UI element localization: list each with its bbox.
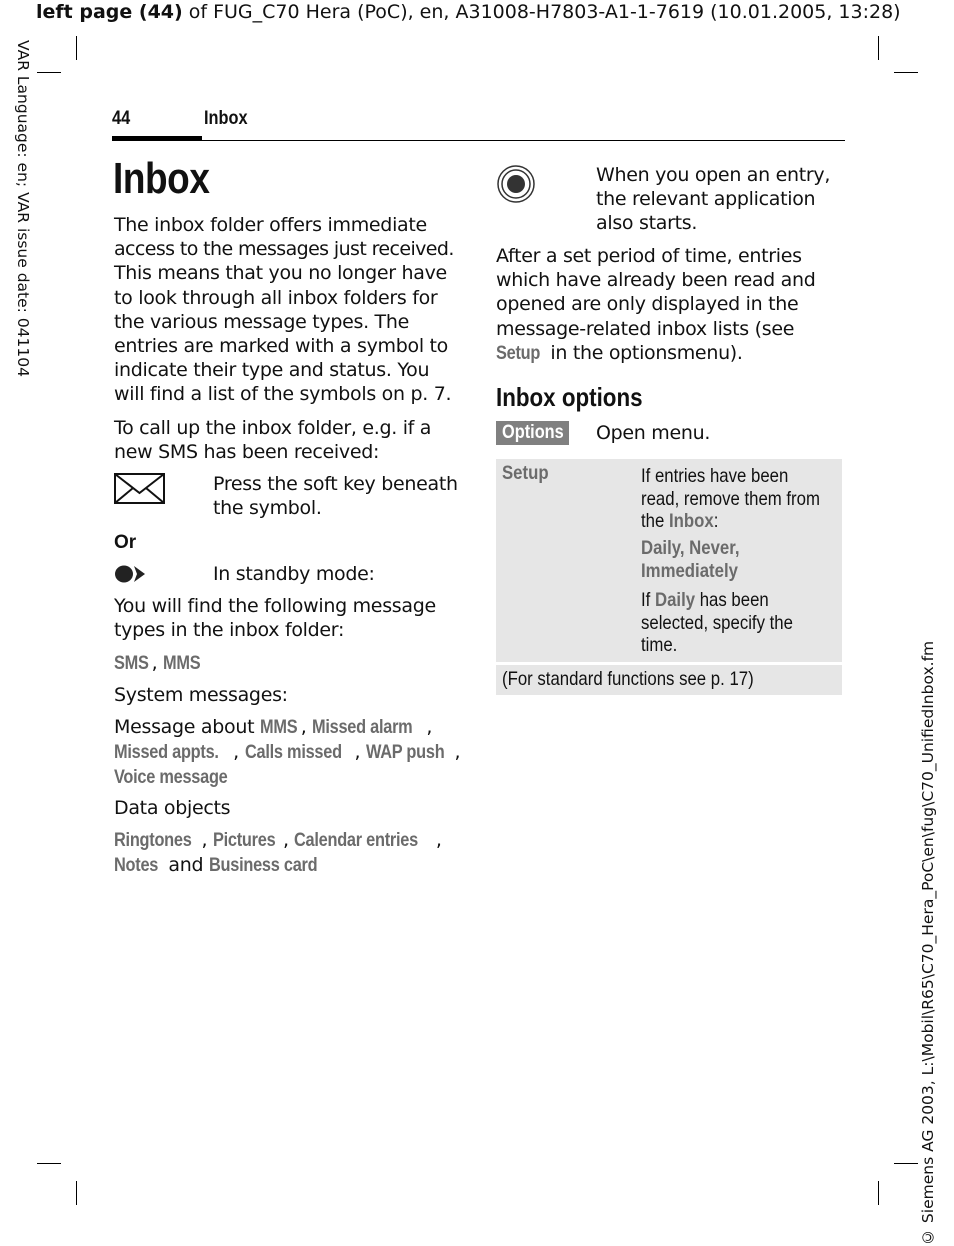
text-line: selected, specify the (641, 611, 793, 634)
text-line: types in the inbox folder: (114, 619, 345, 642)
keyword: Business card (209, 855, 318, 877)
text: If (641, 589, 655, 611)
text-line: new SMS has been received: (114, 441, 380, 464)
call-up-paragraph (114, 416, 464, 464)
or-label: Or (114, 532, 137, 553)
text: has been (695, 589, 769, 611)
keyword: SMS (114, 653, 149, 674)
open-menu-text: Open menu. (596, 422, 711, 444)
text: and (168, 854, 204, 877)
keyword: Calendar entries (294, 830, 419, 851)
sms-mms-line: SMS , MMS (114, 651, 204, 676)
crop-mark (76, 36, 77, 60)
text: the (641, 510, 669, 532)
header-rule (112, 140, 845, 141)
table-choices (641, 537, 740, 582)
running-header-title: Inbox (204, 108, 248, 129)
print-meta-prefix: left page (44) (36, 1, 183, 23)
choice-line: Immediately (641, 559, 738, 582)
control-key-icon (114, 564, 148, 584)
print-meta-line (36, 1, 901, 23)
text-line: Press the soft key beneath (213, 473, 458, 495)
softkey-instruction (213, 472, 463, 520)
text-line: After a set period of time, entries (496, 245, 802, 267)
text-line: If entries have been (641, 465, 789, 487)
options-softkey-label: Options (501, 422, 564, 443)
text-line: The inbox folder offers immediate (114, 214, 427, 236)
text-line: to look through all inbox folders for (114, 286, 438, 309)
after-period-paragraph (496, 244, 846, 366)
page-title: Inbox (113, 154, 210, 203)
crop-mark (878, 36, 879, 60)
text-line: To call up the inbox folder, e.g. if a (114, 417, 432, 439)
note-text (596, 163, 846, 236)
text-line: access to the messages just received. (114, 238, 454, 261)
keyword: Missed alarm (312, 717, 413, 738)
options-softkey (496, 421, 569, 445)
keyword: Voice message (114, 767, 228, 789)
keyword: Calls missed (244, 742, 342, 764)
crop-mark (76, 1181, 77, 1205)
types-intro (114, 594, 464, 642)
crop-mark (894, 72, 918, 73)
text-line: entries are marked with a symbol to (114, 335, 449, 358)
keyword: Inbox (668, 510, 714, 532)
text-line: the relevant application (596, 188, 816, 211)
text-line: indicate their type and status. You (114, 359, 430, 382)
keyword: WAP push (365, 742, 445, 764)
text-line: message-related inbox lists (see (496, 317, 795, 340)
text: Message about (114, 716, 260, 738)
crop-mark (894, 1163, 918, 1164)
keyword: Missed appts. (114, 742, 219, 764)
print-meta-rest: of FUG_C70 Hera (PoC), en, A31008-H7803-A1-1-7619 (10.01.2005, 13:28) (182, 1, 901, 23)
text-line: the symbol. (213, 497, 322, 520)
text: in the optionsmenu). (544, 341, 743, 364)
text-line: When you open an entry, (596, 164, 831, 186)
data-objects-label: Data objects (114, 797, 231, 819)
text-line: also starts. (596, 212, 698, 235)
table-description: If entries have been read, remove them from the Inbox: (641, 465, 820, 532)
table-key-setup: Setup (502, 462, 549, 484)
keyword: Notes (114, 855, 159, 877)
table-note (641, 589, 793, 657)
keyword: Setup (496, 342, 541, 364)
keyword: Daily (654, 589, 696, 611)
text-line: which have already been read and (496, 269, 816, 292)
keyword: MMS (163, 653, 201, 674)
text-line: read, remove them from (641, 487, 820, 510)
data-objects-list: Ringtones , Pictures , Calendar entries , Notes and Business card (114, 828, 474, 878)
page-number: 44 (112, 108, 131, 129)
section-title: Inbox options (496, 382, 643, 412)
text-line: You will find the following message (114, 595, 436, 617)
text-line: opened are only displayed in the (496, 293, 799, 316)
crop-mark (37, 72, 61, 73)
intro-paragraph (114, 213, 464, 407)
crop-mark (878, 1181, 879, 1205)
text-line: This means that you no longer have (114, 262, 447, 285)
system-messages-label: System messages: (114, 684, 288, 706)
text-line: will find a list of the symbols on p. 7. (114, 383, 452, 406)
keyword: MMS (259, 717, 298, 738)
standby-text: In standby mode: (213, 563, 375, 585)
envelope-icon (114, 473, 166, 505)
message-types-list: Message about MMS , Missed alarm , Missed appts. , Calls missed , WAP push , Voice message (114, 715, 474, 791)
keyword: Pictures (213, 830, 276, 851)
text-line: the various message types. The (114, 310, 409, 333)
choice-line: Daily, Never, (641, 537, 740, 559)
table-footer-text: (For standard functions see p. 17) (502, 668, 754, 690)
crop-mark (37, 1163, 61, 1164)
margin-note-right: © Siemens AG 2003, L:\Mobil\R65\C70_Hera_PoC\en\fug\C70_UnifiedInbox.fm (919, 640, 937, 1246)
keyword: Ringtones (114, 830, 192, 851)
text-line: time. (641, 634, 678, 656)
margin-note-left: VAR Language: en; VAR issue date: 041104 (14, 40, 32, 377)
note-target-icon (496, 164, 536, 204)
